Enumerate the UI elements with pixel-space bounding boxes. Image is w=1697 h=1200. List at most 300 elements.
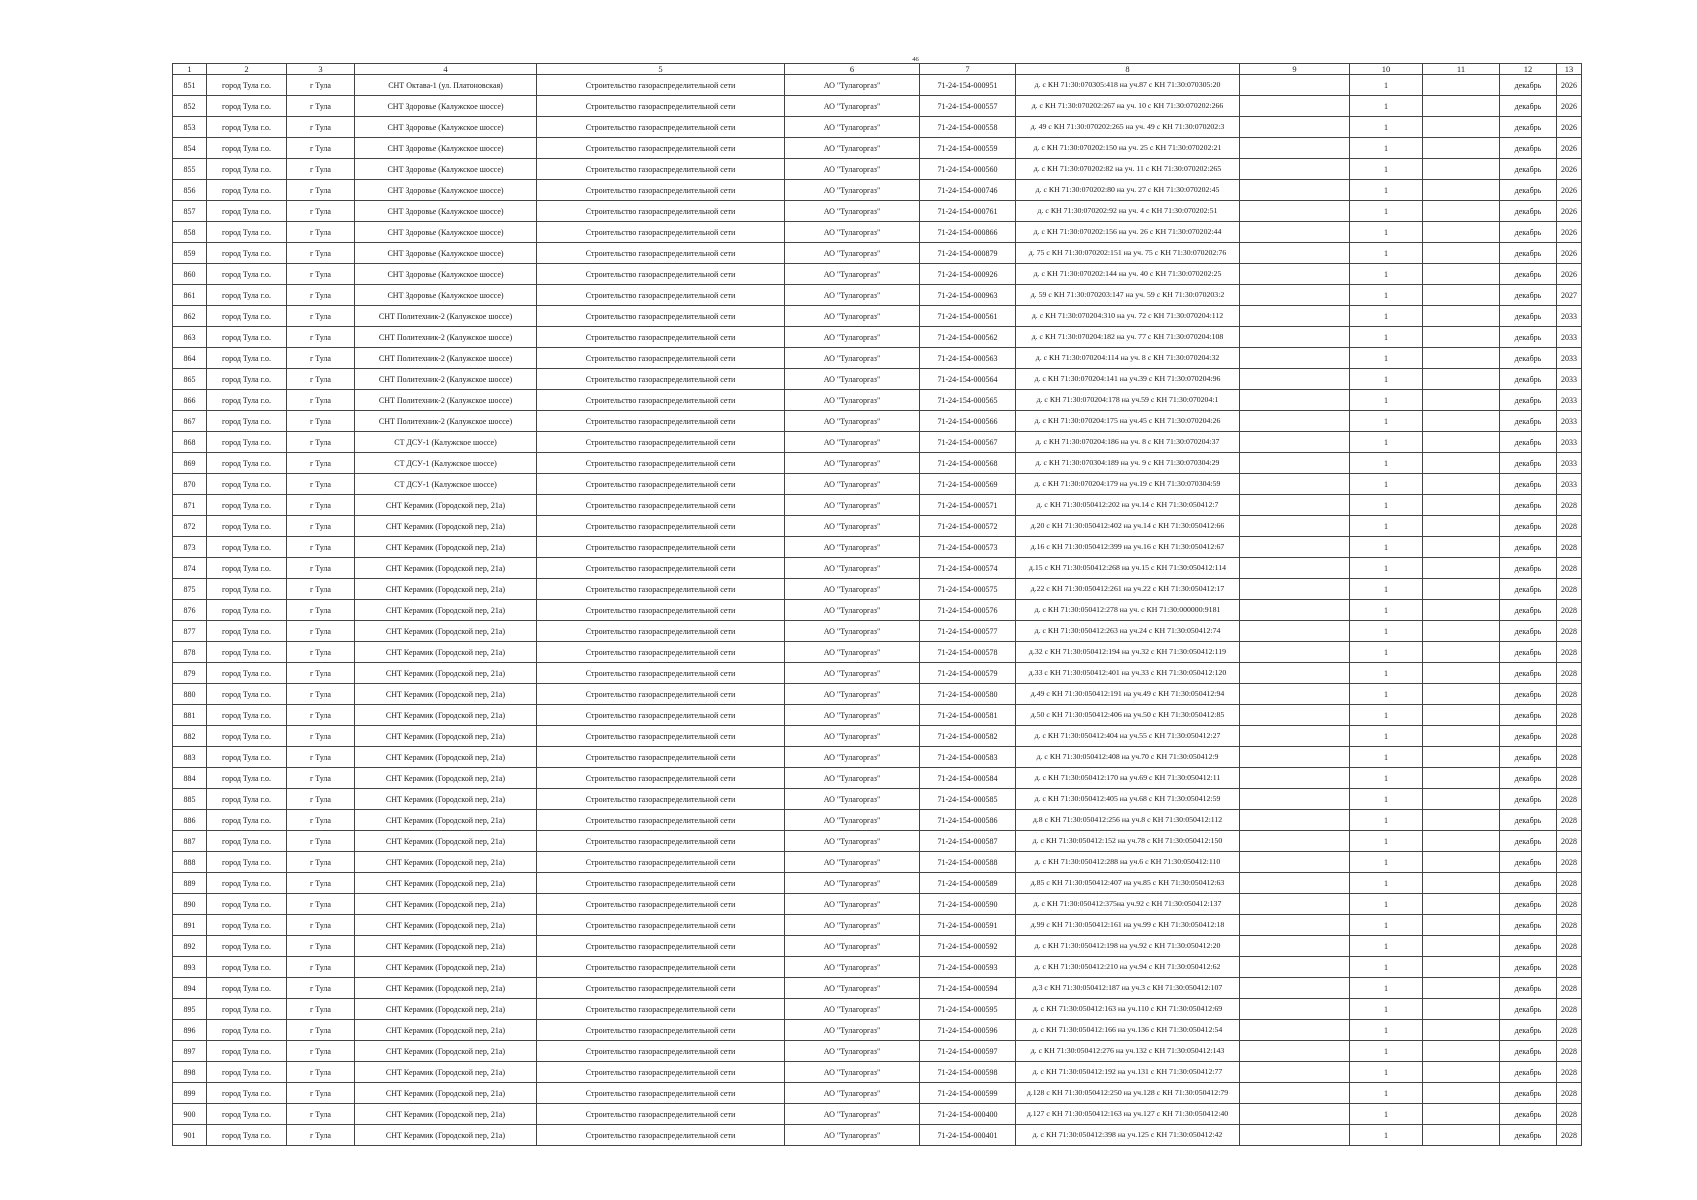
connection-route-cell: д. с КН 71:30:050412:152 на уч.78 с КН 71:30:050412:150 bbox=[1016, 831, 1240, 852]
object-code-cell: 71-24-154-000557 bbox=[920, 96, 1016, 117]
work-type-cell: Строительство газораспределительной сети bbox=[537, 831, 785, 852]
month-cell: декабрь bbox=[1500, 516, 1557, 537]
page-number: 46 bbox=[912, 56, 919, 63]
table-row bbox=[173, 243, 1582, 264]
connection-route-cell: д.128 с КН 71:30:050412:250 на уч.128 с КН 71:30:050412:79 bbox=[1016, 1083, 1240, 1104]
table-row bbox=[173, 915, 1582, 936]
year-cell: 2028 bbox=[1557, 684, 1582, 705]
column-number-3: 3 bbox=[287, 64, 355, 75]
object-code-cell: 71-24-154-000561 bbox=[920, 306, 1016, 327]
month-cell: декабрь bbox=[1500, 1083, 1557, 1104]
month-cell: декабрь bbox=[1500, 75, 1557, 96]
column-9-cell bbox=[1240, 432, 1350, 453]
table-row bbox=[173, 1125, 1582, 1146]
column-11-cell bbox=[1423, 684, 1500, 705]
column-number-8: 8 bbox=[1016, 64, 1240, 75]
month-cell: декабрь bbox=[1500, 138, 1557, 159]
row-number-cell: 883 bbox=[173, 747, 207, 768]
quantity-cell: 1 bbox=[1350, 138, 1423, 159]
month-cell: декабрь bbox=[1500, 831, 1557, 852]
object-code-cell: 71-24-154-000596 bbox=[920, 1020, 1016, 1041]
organization-cell: АО "Тулагоргаз" bbox=[785, 306, 920, 327]
row-number-cell: 882 bbox=[173, 726, 207, 747]
row-number-cell: 873 bbox=[173, 537, 207, 558]
connection-route-cell: д.33 с КН 71:30:050412:401 на уч.33 с КН 71:30:050412:120 bbox=[1016, 663, 1240, 684]
table-row bbox=[173, 495, 1582, 516]
column-9-cell bbox=[1240, 642, 1350, 663]
object-code-cell: 71-24-154-000564 bbox=[920, 369, 1016, 390]
settlement-cell: г Тула bbox=[287, 411, 355, 432]
row-number-cell: 901 bbox=[173, 1125, 207, 1146]
quantity-cell: 1 bbox=[1350, 936, 1423, 957]
municipality-cell: город Тула г.о. bbox=[207, 999, 287, 1020]
object-code-cell: 71-24-154-000582 bbox=[920, 726, 1016, 747]
municipality-cell: город Тула г.о. bbox=[207, 1104, 287, 1125]
connection-route-cell: д. с КН 71:30:050412:276 на уч.132 с КН 71:30:050412:143 bbox=[1016, 1041, 1240, 1062]
row-number-cell: 892 bbox=[173, 936, 207, 957]
municipality-cell: город Тула г.о. bbox=[207, 180, 287, 201]
object-name-cell: СНТ Керамик (Городской пер, 21а) bbox=[355, 1041, 537, 1062]
quantity-cell: 1 bbox=[1350, 999, 1423, 1020]
row-number-cell: 896 bbox=[173, 1020, 207, 1041]
row-number-cell: 862 bbox=[173, 306, 207, 327]
column-9-cell bbox=[1240, 516, 1350, 537]
column-9-cell bbox=[1240, 1062, 1350, 1083]
connection-route-cell: д. с КН 71:30:050412:170 на уч.69 с КН 71:30:050412:11 bbox=[1016, 768, 1240, 789]
column-9-cell bbox=[1240, 369, 1350, 390]
table-row bbox=[173, 432, 1582, 453]
year-cell: 2028 bbox=[1557, 768, 1582, 789]
organization-cell: АО "Тулагоргаз" bbox=[785, 159, 920, 180]
table-row bbox=[173, 348, 1582, 369]
settlement-cell: г Тула bbox=[287, 180, 355, 201]
column-9-cell bbox=[1240, 579, 1350, 600]
column-11-cell bbox=[1423, 894, 1500, 915]
month-cell: декабрь bbox=[1500, 726, 1557, 747]
month-cell: декабрь bbox=[1500, 642, 1557, 663]
column-11-cell bbox=[1423, 936, 1500, 957]
municipality-cell: город Тула г.о. bbox=[207, 873, 287, 894]
object-name-cell: СНТ Керамик (Городской пер, 21а) bbox=[355, 852, 537, 873]
table-row bbox=[173, 264, 1582, 285]
row-number-cell: 878 bbox=[173, 642, 207, 663]
object-name-cell: СНТ Керамик (Городской пер, 21а) bbox=[355, 705, 537, 726]
object-name-cell: СНТ Здоровье (Калужское шоссе) bbox=[355, 285, 537, 306]
quantity-cell: 1 bbox=[1350, 705, 1423, 726]
object-name-cell: СНТ Керамик (Городской пер, 21а) bbox=[355, 516, 537, 537]
organization-cell: АО "Тулагоргаз" bbox=[785, 201, 920, 222]
connection-route-cell: д. с КН 71:30:070305:418 на уч.87 с КН 71:30:070305:20 bbox=[1016, 75, 1240, 96]
quantity-cell: 1 bbox=[1350, 747, 1423, 768]
year-cell: 2033 bbox=[1557, 474, 1582, 495]
organization-cell: АО "Тулагоргаз" bbox=[785, 474, 920, 495]
municipality-cell: город Тула г.о. bbox=[207, 411, 287, 432]
month-cell: декабрь bbox=[1500, 264, 1557, 285]
connection-route-cell: д. с КН 71:30:070204:310 на уч. 72 с КН 71:30:070204:112 bbox=[1016, 306, 1240, 327]
quantity-cell: 1 bbox=[1350, 1020, 1423, 1041]
month-cell: декабрь bbox=[1500, 894, 1557, 915]
table-row bbox=[173, 75, 1582, 96]
column-11-cell bbox=[1423, 558, 1500, 579]
month-cell: декабрь bbox=[1500, 243, 1557, 264]
object-name-cell: СНТ Керамик (Городской пер, 21а) bbox=[355, 894, 537, 915]
column-9-cell bbox=[1240, 1125, 1350, 1146]
row-number-cell: 900 bbox=[173, 1104, 207, 1125]
year-cell: 2028 bbox=[1557, 1125, 1582, 1146]
quantity-cell: 1 bbox=[1350, 390, 1423, 411]
object-name-cell: СНТ Керамик (Городской пер, 21а) bbox=[355, 1125, 537, 1146]
object-code-cell: 71-24-154-000563 bbox=[920, 348, 1016, 369]
row-number-cell: 855 bbox=[173, 159, 207, 180]
quantity-cell: 1 bbox=[1350, 621, 1423, 642]
object-code-cell: 71-24-154-000566 bbox=[920, 411, 1016, 432]
settlement-cell: г Тула bbox=[287, 894, 355, 915]
quantity-cell: 1 bbox=[1350, 327, 1423, 348]
object-name-cell: СНТ Политехник-2 (Калужское шоссе) bbox=[355, 390, 537, 411]
row-number-cell: 856 bbox=[173, 180, 207, 201]
table-row bbox=[173, 768, 1582, 789]
column-11-cell bbox=[1423, 915, 1500, 936]
row-number-cell: 880 bbox=[173, 684, 207, 705]
column-11-cell bbox=[1423, 369, 1500, 390]
table-row bbox=[173, 642, 1582, 663]
quantity-cell: 1 bbox=[1350, 180, 1423, 201]
work-type-cell: Строительство газораспределительной сети bbox=[537, 705, 785, 726]
object-code-cell: 71-24-154-000963 bbox=[920, 285, 1016, 306]
quantity-cell: 1 bbox=[1350, 957, 1423, 978]
column-9-cell bbox=[1240, 495, 1350, 516]
year-cell: 2028 bbox=[1557, 789, 1582, 810]
year-cell: 2027 bbox=[1557, 285, 1582, 306]
table-row bbox=[173, 936, 1582, 957]
column-9-cell bbox=[1240, 1083, 1350, 1104]
organization-cell: АО "Тулагоргаз" bbox=[785, 1062, 920, 1083]
object-code-cell: 71-24-154-000926 bbox=[920, 264, 1016, 285]
month-cell: декабрь bbox=[1500, 327, 1557, 348]
municipality-cell: город Тула г.о. bbox=[207, 558, 287, 579]
column-11-cell bbox=[1423, 285, 1500, 306]
organization-cell: АО "Тулагоргаз" bbox=[785, 831, 920, 852]
month-cell: декабрь bbox=[1500, 915, 1557, 936]
column-9-cell bbox=[1240, 222, 1350, 243]
column-9-cell bbox=[1240, 537, 1350, 558]
month-cell: декабрь bbox=[1500, 1104, 1557, 1125]
column-number-4: 4 bbox=[355, 64, 537, 75]
connection-route-cell: д.15 с КН 71:30:050412:268 на уч.15 с КН 71:30:050412:114 bbox=[1016, 558, 1240, 579]
table-row bbox=[173, 600, 1582, 621]
month-cell: декабрь bbox=[1500, 768, 1557, 789]
object-name-cell: СНТ Керамик (Городской пер, 21а) bbox=[355, 1020, 537, 1041]
table-row bbox=[173, 411, 1582, 432]
month-cell: декабрь bbox=[1500, 705, 1557, 726]
table-row bbox=[173, 999, 1582, 1020]
column-11-cell bbox=[1423, 579, 1500, 600]
organization-cell: АО "Тулагоргаз" bbox=[785, 894, 920, 915]
column-11-cell bbox=[1423, 810, 1500, 831]
column-9-cell bbox=[1240, 411, 1350, 432]
municipality-cell: город Тула г.о. bbox=[207, 537, 287, 558]
year-cell: 2028 bbox=[1557, 978, 1582, 999]
month-cell: декабрь bbox=[1500, 684, 1557, 705]
settlement-cell: г Тула bbox=[287, 579, 355, 600]
object-name-cell: СНТ Керамик (Городской пер, 21а) bbox=[355, 537, 537, 558]
object-code-cell: 71-24-154-000580 bbox=[920, 684, 1016, 705]
object-code-cell: 71-24-154-000598 bbox=[920, 1062, 1016, 1083]
column-9-cell bbox=[1240, 474, 1350, 495]
object-code-cell: 71-24-154-000569 bbox=[920, 474, 1016, 495]
municipality-cell: город Тула г.о. bbox=[207, 474, 287, 495]
object-name-cell: СНТ Здоровье (Калужское шоссе) bbox=[355, 222, 537, 243]
column-11-cell bbox=[1423, 747, 1500, 768]
connection-route-cell: д. с КН 71:30:070202:144 на уч. 40 с КН 71:30:070202:25 bbox=[1016, 264, 1240, 285]
organization-cell: АО "Тулагоргаз" bbox=[785, 369, 920, 390]
municipality-cell: город Тула г.о. bbox=[207, 1062, 287, 1083]
quantity-cell: 1 bbox=[1350, 915, 1423, 936]
object-name-cell: СНТ Политехник-2 (Калужское шоссе) bbox=[355, 306, 537, 327]
quantity-cell: 1 bbox=[1350, 1125, 1423, 1146]
connection-route-cell: д. с КН 71:30:050412:288 на уч.6 с КН 71:30:050412:110 bbox=[1016, 852, 1240, 873]
month-cell: декабрь bbox=[1500, 201, 1557, 222]
year-cell: 2028 bbox=[1557, 642, 1582, 663]
organization-cell: АО "Тулагоргаз" bbox=[785, 1083, 920, 1104]
quantity-cell: 1 bbox=[1350, 600, 1423, 621]
connection-route-cell: д. с КН 71:30:050412:202 на уч.14 с КН 71:30:050412:7 bbox=[1016, 495, 1240, 516]
work-type-cell: Строительство газораспределительной сети bbox=[537, 537, 785, 558]
year-cell: 2026 bbox=[1557, 138, 1582, 159]
quantity-cell: 1 bbox=[1350, 1104, 1423, 1125]
settlement-cell: г Тула bbox=[287, 1062, 355, 1083]
object-name-cell: СНТ Керамик (Городской пер, 21а) bbox=[355, 558, 537, 579]
column-number-11: 11 bbox=[1423, 64, 1500, 75]
organization-cell: АО "Тулагоргаз" bbox=[785, 516, 920, 537]
connection-route-cell: д. с КН 71:30:050412:398 на уч.125 с КН 71:30:050412:42 bbox=[1016, 1125, 1240, 1146]
row-number-cell: 886 bbox=[173, 810, 207, 831]
settlement-cell: г Тула bbox=[287, 663, 355, 684]
work-type-cell: Строительство газораспределительной сети bbox=[537, 978, 785, 999]
row-number-cell: 871 bbox=[173, 495, 207, 516]
column-11-cell bbox=[1423, 831, 1500, 852]
object-name-cell: СНТ Здоровье (Калужское шоссе) bbox=[355, 201, 537, 222]
work-type-cell: Строительство газораспределительной сети bbox=[537, 810, 785, 831]
work-type-cell: Строительство газораспределительной сети bbox=[537, 495, 785, 516]
settlement-cell: г Тула bbox=[287, 978, 355, 999]
object-name-cell: СНТ Керамик (Городской пер, 21а) bbox=[355, 726, 537, 747]
column-9-cell bbox=[1240, 117, 1350, 138]
column-number-9: 9 bbox=[1240, 64, 1350, 75]
organization-cell: АО "Тулагоргаз" bbox=[785, 705, 920, 726]
object-name-cell: СНТ Здоровье (Калужское шоссе) bbox=[355, 117, 537, 138]
year-cell: 2033 bbox=[1557, 369, 1582, 390]
quantity-cell: 1 bbox=[1350, 201, 1423, 222]
object-code-cell: 71-24-154-000567 bbox=[920, 432, 1016, 453]
municipality-cell: город Тула г.о. bbox=[207, 915, 287, 936]
table-row bbox=[173, 831, 1582, 852]
work-type-cell: Строительство газораспределительной сети bbox=[537, 684, 785, 705]
work-type-cell: Строительство газораспределительной сети bbox=[537, 285, 785, 306]
settlement-cell: г Тула bbox=[287, 495, 355, 516]
connection-route-cell: д.85 с КН 71:30:050412:407 на уч.85 с КН 71:30:050412:63 bbox=[1016, 873, 1240, 894]
work-type-cell: Строительство газораспределительной сети bbox=[537, 159, 785, 180]
quantity-cell: 1 bbox=[1350, 852, 1423, 873]
municipality-cell: город Тула г.о. bbox=[207, 579, 287, 600]
object-name-cell: СТ ДСУ-1 (Калужское шоссе) bbox=[355, 474, 537, 495]
object-name-cell: СНТ Здоровье (Калужское шоссе) bbox=[355, 180, 537, 201]
organization-cell: АО "Тулагоргаз" bbox=[785, 768, 920, 789]
quantity-cell: 1 bbox=[1350, 474, 1423, 495]
column-11-cell bbox=[1423, 243, 1500, 264]
year-cell: 2033 bbox=[1557, 411, 1582, 432]
month-cell: декабрь bbox=[1500, 369, 1557, 390]
object-name-cell: СНТ Керамик (Городской пер, 21а) bbox=[355, 810, 537, 831]
row-number-cell: 865 bbox=[173, 369, 207, 390]
table-row bbox=[173, 474, 1582, 495]
month-cell: декабрь bbox=[1500, 558, 1557, 579]
column-9-cell bbox=[1240, 327, 1350, 348]
year-cell: 2033 bbox=[1557, 432, 1582, 453]
month-cell: декабрь bbox=[1500, 789, 1557, 810]
month-cell: декабрь bbox=[1500, 96, 1557, 117]
month-cell: декабрь bbox=[1500, 621, 1557, 642]
year-cell: 2028 bbox=[1557, 621, 1582, 642]
row-number-cell: 869 bbox=[173, 453, 207, 474]
row-number-cell: 859 bbox=[173, 243, 207, 264]
object-name-cell: СНТ Керамик (Городской пер, 21а) bbox=[355, 936, 537, 957]
column-11-cell bbox=[1423, 1020, 1500, 1041]
table-row bbox=[173, 285, 1582, 306]
organization-cell: АО "Тулагоргаз" bbox=[785, 642, 920, 663]
quantity-cell: 1 bbox=[1350, 642, 1423, 663]
connection-route-cell: д. 59 с КН 71:30:070203:147 на уч. 59 с КН 71:30:070203:2 bbox=[1016, 285, 1240, 306]
month-cell: декабрь bbox=[1500, 348, 1557, 369]
organization-cell: АО "Тулагоргаз" bbox=[785, 348, 920, 369]
year-cell: 2028 bbox=[1557, 726, 1582, 747]
table-row bbox=[173, 390, 1582, 411]
column-11-cell bbox=[1423, 1041, 1500, 1062]
table-row bbox=[173, 873, 1582, 894]
settlement-cell: г Тула bbox=[287, 306, 355, 327]
year-cell: 2028 bbox=[1557, 999, 1582, 1020]
year-cell: 2028 bbox=[1557, 831, 1582, 852]
work-type-cell: Строительство газораспределительной сети bbox=[537, 642, 785, 663]
month-cell: декабрь bbox=[1500, 159, 1557, 180]
object-name-cell: СНТ Керамик (Городской пер, 21а) bbox=[355, 915, 537, 936]
settlement-cell: г Тула bbox=[287, 537, 355, 558]
municipality-cell: город Тула г.о. bbox=[207, 810, 287, 831]
object-code-cell: 71-24-154-000558 bbox=[920, 117, 1016, 138]
work-type-cell: Строительство газораспределительной сети bbox=[537, 180, 785, 201]
municipality-cell: город Тула г.о. bbox=[207, 768, 287, 789]
year-cell: 2026 bbox=[1557, 159, 1582, 180]
row-number-cell: 867 bbox=[173, 411, 207, 432]
table-row bbox=[173, 369, 1582, 390]
work-type-cell: Строительство газораспределительной сети bbox=[537, 621, 785, 642]
column-11-cell bbox=[1423, 432, 1500, 453]
municipality-cell: город Тула г.о. bbox=[207, 600, 287, 621]
year-cell: 2026 bbox=[1557, 117, 1582, 138]
month-cell: декабрь bbox=[1500, 474, 1557, 495]
settlement-cell: г Тула bbox=[287, 726, 355, 747]
work-type-cell: Строительство газораспределительной сети bbox=[537, 327, 785, 348]
connection-route-cell: д. с КН 71:30:070204:182 на уч. 77 с КН 71:30:070204:108 bbox=[1016, 327, 1240, 348]
column-9-cell bbox=[1240, 264, 1350, 285]
year-cell: 2028 bbox=[1557, 747, 1582, 768]
quantity-cell: 1 bbox=[1350, 369, 1423, 390]
year-cell: 2028 bbox=[1557, 1083, 1582, 1104]
organization-cell: АО "Тулагоргаз" bbox=[785, 957, 920, 978]
row-number-cell: 899 bbox=[173, 1083, 207, 1104]
object-name-cell: СНТ Керамик (Городской пер, 21а) bbox=[355, 621, 537, 642]
settlement-cell: г Тула bbox=[287, 75, 355, 96]
column-9-cell bbox=[1240, 285, 1350, 306]
settlement-cell: г Тула bbox=[287, 600, 355, 621]
organization-cell: АО "Тулагоргаз" bbox=[785, 264, 920, 285]
settlement-cell: г Тула bbox=[287, 390, 355, 411]
row-number-cell: 891 bbox=[173, 915, 207, 936]
year-cell: 2028 bbox=[1557, 1020, 1582, 1041]
row-number-cell: 893 bbox=[173, 957, 207, 978]
organization-cell: АО "Тулагоргаз" bbox=[785, 1020, 920, 1041]
table-row bbox=[173, 222, 1582, 243]
column-11-cell bbox=[1423, 495, 1500, 516]
column-11-cell bbox=[1423, 327, 1500, 348]
column-11-cell bbox=[1423, 348, 1500, 369]
column-11-cell bbox=[1423, 1104, 1500, 1125]
column-9-cell bbox=[1240, 999, 1350, 1020]
table-row bbox=[173, 705, 1582, 726]
settlement-cell: г Тула bbox=[287, 369, 355, 390]
object-code-cell: 71-24-154-000578 bbox=[920, 642, 1016, 663]
month-cell: декабрь bbox=[1500, 453, 1557, 474]
organization-cell: АО "Тулагоргаз" bbox=[785, 915, 920, 936]
object-code-cell: 71-24-154-000559 bbox=[920, 138, 1016, 159]
month-cell: декабрь bbox=[1500, 1020, 1557, 1041]
work-type-cell: Строительство газораспределительной сети bbox=[537, 957, 785, 978]
year-cell: 2028 bbox=[1557, 873, 1582, 894]
work-type-cell: Строительство газораспределительной сети bbox=[537, 75, 785, 96]
municipality-cell: город Тула г.о. bbox=[207, 1083, 287, 1104]
row-number-cell: 887 bbox=[173, 831, 207, 852]
quantity-cell: 1 bbox=[1350, 285, 1423, 306]
quantity-cell: 1 bbox=[1350, 222, 1423, 243]
municipality-cell: город Тула г.о. bbox=[207, 1020, 287, 1041]
month-cell: декабрь bbox=[1500, 306, 1557, 327]
row-number-cell: 877 bbox=[173, 621, 207, 642]
quantity-cell: 1 bbox=[1350, 1083, 1423, 1104]
object-name-cell: СНТ Здоровье (Калужское шоссе) bbox=[355, 264, 537, 285]
table-row bbox=[173, 516, 1582, 537]
year-cell: 2028 bbox=[1557, 495, 1582, 516]
connection-route-cell: д.32 с КН 71:30:050412:194 на уч.32 с КН 71:30:050412:119 bbox=[1016, 642, 1240, 663]
table-row bbox=[173, 789, 1582, 810]
work-type-cell: Строительство газораспределительной сети bbox=[537, 558, 785, 579]
connection-route-cell: д.22 с КН 71:30:050412:261 на уч.22 с КН 71:30:050412:17 bbox=[1016, 579, 1240, 600]
row-number-cell: 858 bbox=[173, 222, 207, 243]
settlement-cell: г Тула bbox=[287, 999, 355, 1020]
connection-route-cell: д. с КН 71:30:050412:198 на уч.92 с КН 71:30:050412:20 bbox=[1016, 936, 1240, 957]
municipality-cell: город Тула г.о. bbox=[207, 327, 287, 348]
quantity-cell: 1 bbox=[1350, 978, 1423, 999]
connection-route-cell: д.127 с КН 71:30:050412:163 на уч.127 с КН 71:30:050412:40 bbox=[1016, 1104, 1240, 1125]
connection-route-cell: д.16 с КН 71:30:050412:399 на уч.16 с КН 71:30:050412:67 bbox=[1016, 537, 1240, 558]
object-name-cell: СТ ДСУ-1 (Калужское шоссе) bbox=[355, 453, 537, 474]
work-type-cell: Строительство газораспределительной сети bbox=[537, 1083, 785, 1104]
object-name-cell: СНТ Керамик (Городской пер, 21а) bbox=[355, 600, 537, 621]
object-code-cell: 71-24-154-000571 bbox=[920, 495, 1016, 516]
municipality-cell: город Тула г.о. bbox=[207, 285, 287, 306]
year-cell: 2028 bbox=[1557, 1062, 1582, 1083]
object-name-cell: СНТ Керамик (Городской пер, 21а) bbox=[355, 768, 537, 789]
month-cell: декабрь bbox=[1500, 1062, 1557, 1083]
